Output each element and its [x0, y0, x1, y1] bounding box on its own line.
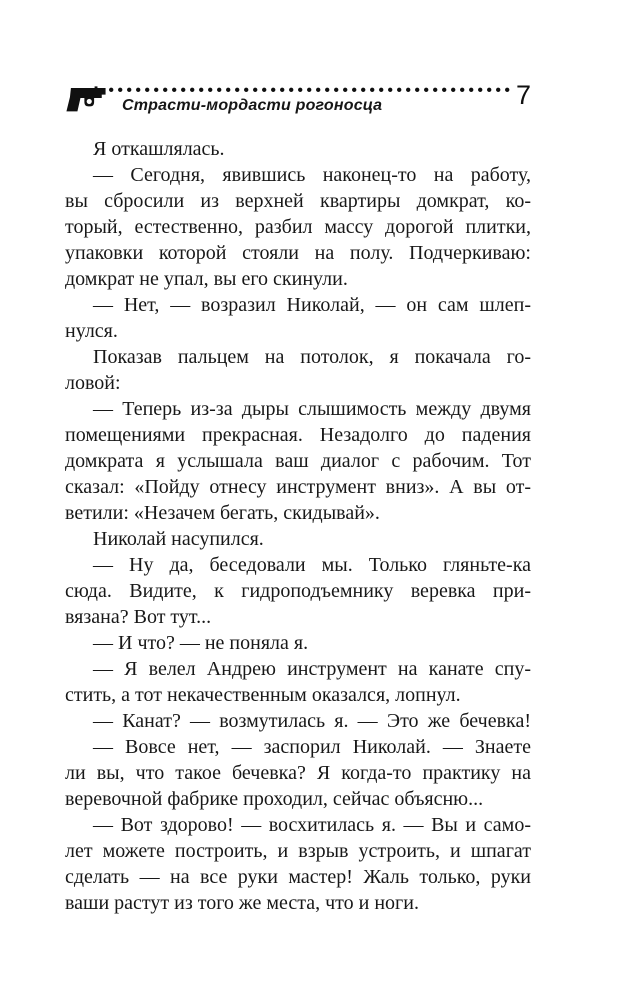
- paragraph: [65, 344, 531, 396]
- text-line: нулся.: [65, 320, 118, 342]
- text-line: помещениями прекрасная. Незадолго до падения: [65, 424, 531, 446]
- text-line: стить, а тот некачественным оказался, лопнул.: [65, 684, 461, 706]
- text-line: сделать — на все руки мастер! Жаль только, руки: [65, 866, 531, 888]
- dotted-leader: [109, 87, 511, 93]
- page-body: [65, 136, 531, 916]
- text-line: — И что? — не поняла я.: [93, 632, 309, 654]
- paragraph: [65, 552, 531, 630]
- text-line: ваши растут из того же места, что и ноги.: [65, 892, 419, 914]
- paragraph: [65, 630, 531, 656]
- text-line: веревочной фабрике проходил, сейчас объясню...: [65, 788, 484, 810]
- text-line: ветили: «Незачем бегать, скидывай».: [65, 502, 380, 524]
- pistol-icon: [65, 83, 107, 113]
- paragraph: [65, 734, 531, 812]
- text-line: — Теперь из-за дыры слышимость между двумя: [93, 398, 531, 420]
- text-line: ловой:: [65, 372, 121, 394]
- text-line: сказал: «Пойду отнесу инструмент вниз». А вы от-: [65, 476, 531, 498]
- paragraph: [65, 812, 531, 916]
- text-line: торый, естественно, разбил массу дорогой плитки,: [65, 216, 531, 238]
- text-line: — Канат? — возмутилась я. — Это же бечевка!: [93, 710, 531, 732]
- paragraph: [65, 136, 531, 162]
- paragraph: [65, 162, 531, 292]
- text-line: вы сбросили из верхней квартиры домкрат, ко-: [65, 190, 531, 212]
- text-line: — Сегодня, явившись наконец-то на работу,: [93, 164, 531, 186]
- text-line: сюда. Видите, к гидроподъемнику веревка при-: [65, 580, 531, 602]
- text-line: — Вот здорово! — восхитилась я. — Вы и само-: [93, 814, 531, 836]
- paragraph: [65, 292, 531, 344]
- page-number: 7: [515, 80, 531, 110]
- text-line: Я откашлялась.: [93, 138, 225, 160]
- running-header: [65, 82, 531, 115]
- paragraph: [65, 656, 531, 708]
- text-line: — Я велел Андрею инструмент на канате спу-: [93, 658, 531, 680]
- text-line: домкрат не упал, вы его скинули.: [65, 268, 348, 290]
- paragraph: [65, 526, 531, 552]
- text-line: — Ну да, беседовали мы. Только гляньте-ка: [93, 554, 531, 576]
- text-line: Показав пальцем на потолок, я покачала го-: [93, 346, 531, 368]
- text-line: ли вы, что такое бечевка? Я когда-то практику на: [65, 762, 531, 784]
- running-title: Страсти-мордасти рогоносца: [122, 97, 383, 114]
- text-line: — Вовсе нет, — заспорил Николай. — Знаете: [93, 736, 531, 758]
- text-line: упаковки которой стояли на полу. Подчеркиваю:: [65, 242, 531, 264]
- text-line: Николай насупился.: [93, 528, 264, 550]
- text-line: лет можете построить, и взрыв устроить, и шпагат: [65, 840, 531, 862]
- text-line: домкрата я услышала ваш диалог с рабочим. Тот: [65, 450, 531, 472]
- text-line: — Нет, — возразил Николай, — он сам шлеп-: [93, 294, 531, 316]
- header-middle: [109, 82, 511, 115]
- paragraph: [65, 396, 531, 526]
- text-line: вязана? Вот тут...: [65, 606, 212, 628]
- paragraph: [65, 708, 531, 734]
